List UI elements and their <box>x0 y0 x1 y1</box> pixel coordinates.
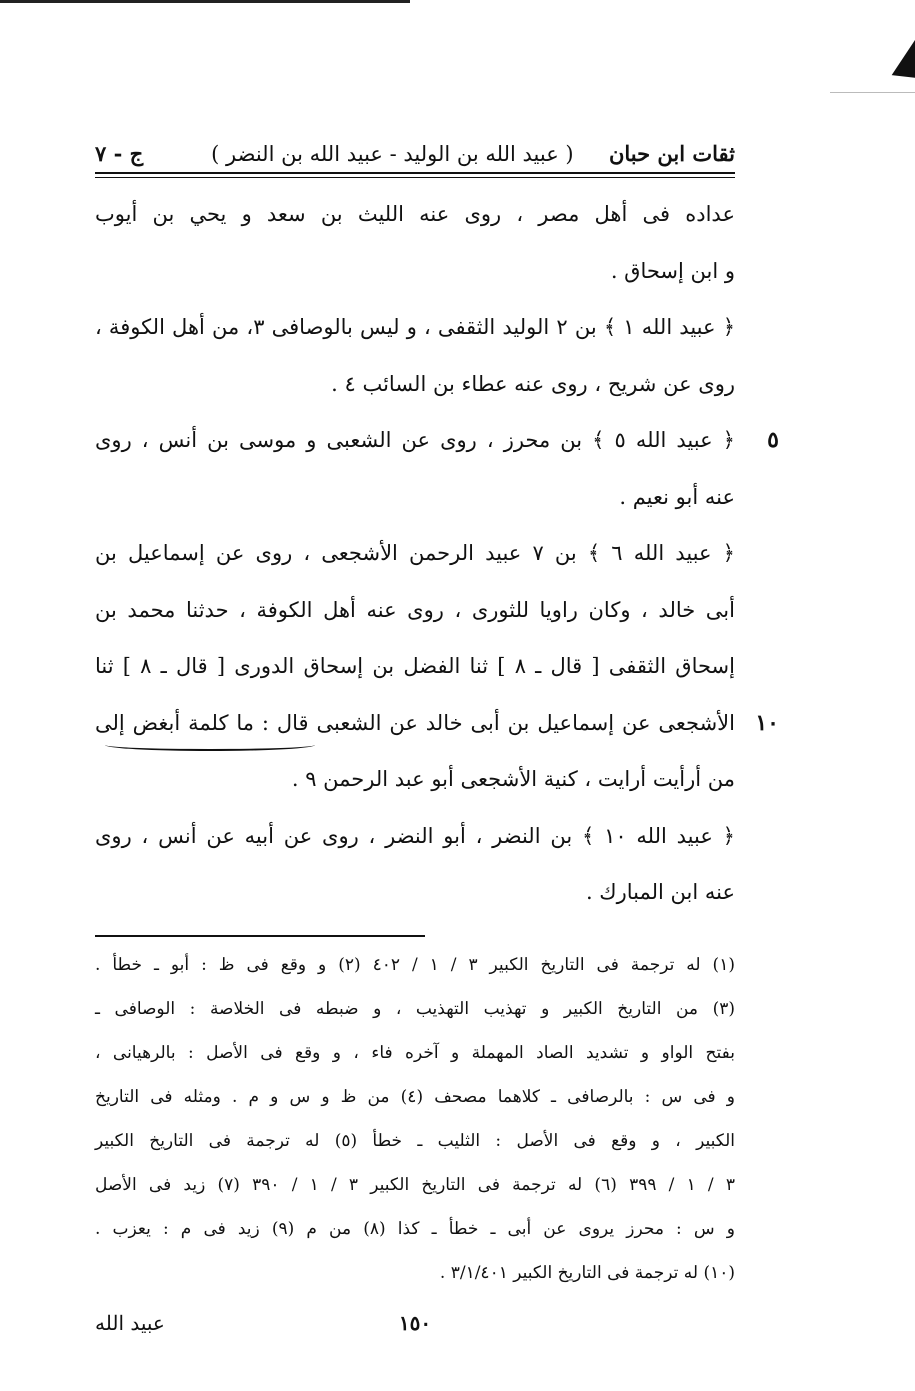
scan-edge-line <box>0 0 410 3</box>
line-number: ١٠ <box>755 709 779 736</box>
catchword: عبيد الله <box>95 1311 165 1335</box>
line-text: ﴿ عبيد الله ١٠ ﴾ بن النضر ، أبو النضر ، روى عن أبيه عن أنس ، روى <box>95 823 735 848</box>
line-text: عنه ابن المبارك . <box>585 880 735 904</box>
text-line <box>95 582 735 639</box>
footnote-line: (٣) من التاريخ الكبير و تهذيب التهذيب ، و ضبطه فى الخلاصة : الوصافى ـ <box>95 998 735 1019</box>
book-title: ثقات ابن حبان <box>608 141 735 166</box>
text-line <box>95 299 735 356</box>
section-range: ( عبيد الله بن الوليد - عبيد الله بن النضر ) <box>211 142 574 166</box>
line-number: ٥ <box>767 427 779 453</box>
text-line <box>95 864 735 921</box>
footnote-line: (١) له ترجمة فى التاريخ الكبير ٣ / ١ / ٤٠٢ (٢) و وقع فى ظ : أبو ـ خطأ . <box>95 954 735 975</box>
line-text: عنه أبو نعيم . <box>619 484 735 509</box>
volume-label: ج - ٧ <box>95 141 144 166</box>
text-line <box>95 412 779 469</box>
line-text: و ابن إسحاق . <box>610 258 735 283</box>
page-corner-mark <box>882 40 915 95</box>
footnote-line: ٣ / ١ / ٣٩٩ (٦) له ترجمة فى التاريخ الكبير ٣ / ١ / ٣٩٠ (٧) زيد فى الأصل <box>95 1174 735 1195</box>
document-page <box>95 120 779 1295</box>
text-line <box>95 695 779 752</box>
text-line <box>95 469 735 526</box>
main-text <box>95 186 779 921</box>
corner-hairline <box>830 92 915 93</box>
line-text: أبى خالد ، وكان راويا للثورى ، روى عنه أهل الكوفة ، حدثنا محمد بن <box>95 597 735 622</box>
page-number: ١٥٠ <box>398 1311 432 1335</box>
page-footer <box>95 1308 735 1338</box>
line-text: إسحاق الثقفى [ قال ـ ٨ ] ثنا الفضل بن إسحاق الدورى [ قال ـ ٨ ] ثنا <box>95 654 735 678</box>
line-text: الأشجعى عن إسماعيل بن أبى خالد عن الشعبى قال : ما كلمة أبغض إلى <box>95 710 735 735</box>
footnote-line: و س : محرز يروى عن أبى ـ خطأ ـ كذا (٨) من م (٩) زيد فى م : يعزب . <box>95 1218 735 1239</box>
text-line <box>95 186 735 243</box>
line-text: روى عن شريح ، روى عنه عطاء بن السائب ٤ . <box>331 371 735 396</box>
text-line <box>95 525 735 582</box>
footnote-line: (١٠) له ترجمة فى التاريخ الكبير ٣/١/٤٠١ . <box>439 1262 735 1283</box>
handwritten-underline <box>105 739 315 751</box>
line-text: ﴿ عبيد الله ٥ ﴾ بن محرز ، روى عن الشعبى و موسى بن أنس ، روى <box>95 428 735 452</box>
line-text: من أرأيت أرايت ، كنية الأشجعى أبو عبد الرحمن ٩ . <box>291 767 735 791</box>
running-header <box>95 120 735 166</box>
footnotes <box>95 943 735 1295</box>
header-titles <box>211 141 735 166</box>
text-line <box>95 808 735 865</box>
line-text: ﴿ عبيد الله ٦ ﴾ بن ٧ عبيد الرحمن الأشجعى ، روى عن إسماعيل بن <box>95 541 735 565</box>
footnote-line: و فى س : بالرصافى ـ كلاهما مصحف (٤) من ظ و س و م . ومثله فى التاريخ <box>95 1086 735 1107</box>
text-line <box>95 638 735 695</box>
line-text: عداده فى أهل مصر ، روى عنه الليث بن سعد و يحي بن أيوب <box>95 202 735 226</box>
text-line <box>95 751 735 808</box>
footnote-line: بفتح الواو و تشديد الصاد المهملة و آخره فاء ، و وقع فى الأصل : بالرهيانى ، <box>95 1042 735 1063</box>
line-text: ﴿ عبيد الله ١ ﴾ بن ٢ الوليد الثقفى ، و ليس بالوصافى ٣، من أهل الكوفة ، <box>95 315 735 339</box>
header-rule <box>95 172 735 178</box>
text-line <box>95 243 735 300</box>
footnote-rule <box>95 935 425 937</box>
text-line <box>95 356 735 413</box>
footnote-line: الكبير ، و وقع فى الأصل : الثليب ـ خطأ (٥) له ترجمة فى التاريخ الكبير <box>95 1130 735 1151</box>
